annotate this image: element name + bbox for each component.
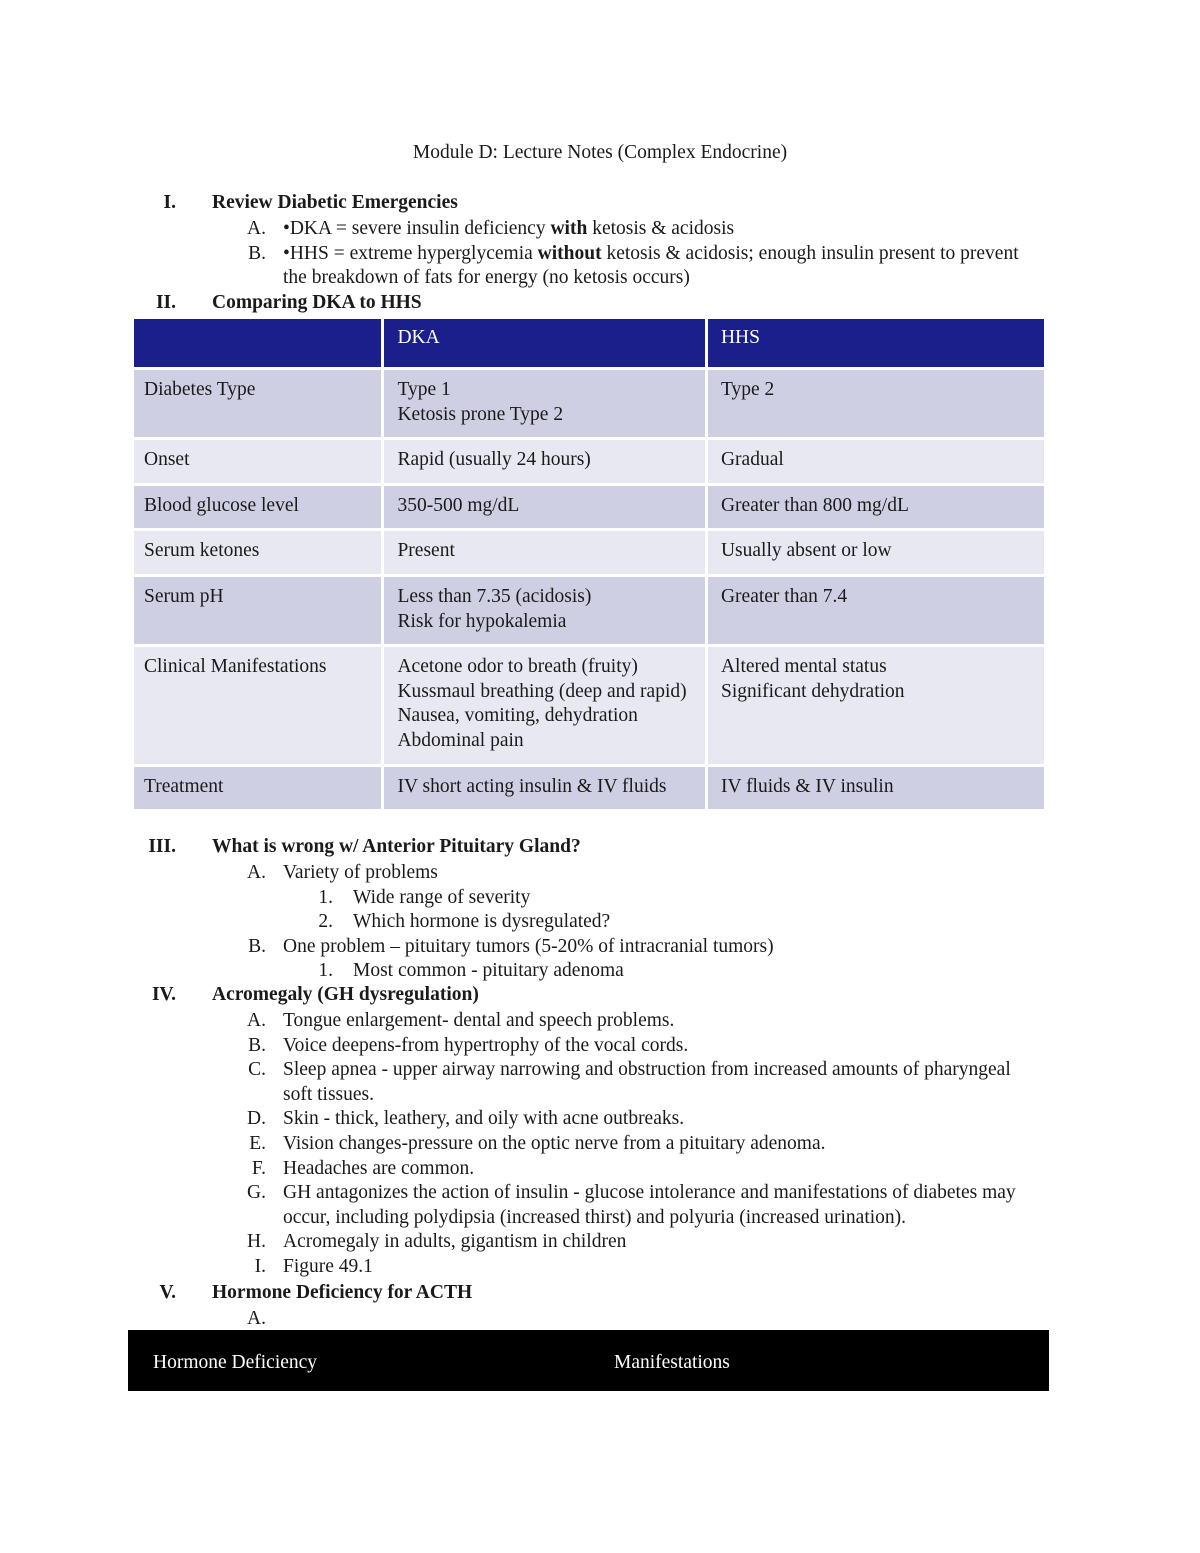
hhs-cell [708,577,1044,644]
row-label: Serum ketones [134,531,381,574]
row-label: Serum pH [134,577,381,644]
row-label: Clinical Manifestations [134,647,381,763]
section-hormone-deficiency-acth [0,1282,1200,1329]
section-title: Acromegaly (GH dysregulation) [212,984,479,1005]
section-title: What is wrong w/ Anterior Pituitary Gland? [212,836,581,857]
cell-line: Type 1 [397,379,451,400]
cell-line: Acetone odor to breath (fruity) [397,656,638,678]
cell-line: Risk for hypokalemia [397,610,567,632]
cell-line: Kussmaul breathing (deep and rapid) [397,680,687,702]
dka-cell [384,370,705,437]
cell-line: Greater than 7.4 [720,585,848,607]
dka-cell [384,486,705,529]
cell-line: Greater than 800 mg/dL [720,494,909,516]
section-number: I. [163,192,176,213]
dka-cell [384,531,705,574]
list-marker: D. [247,1108,266,1130]
list-marker: 1. [318,960,333,982]
section-title: Hormone Deficiency for ACTH [212,1282,473,1303]
cell-line: Usually absent or low [720,540,892,562]
list-marker: A. [247,1308,266,1329]
cell-line: Gradual [720,449,784,471]
list-marker: E. [249,1132,266,1154]
list-item [0,217,1200,242]
list-marker: B. [248,935,266,957]
list-item-text: Voice deepens-from hypertrophy of the vocal cords. [283,1034,689,1056]
list-marker: I. [254,1255,266,1277]
table-row [134,767,1044,810]
list-item-text: Skin - thick, leathery, and oily with acne outbreaks. [283,1108,685,1130]
dka-cell [384,440,705,483]
list-item [0,1230,1200,1255]
list-item-text: One problem – pituitary tumors (5-20% of intracranial tumors) [283,935,774,957]
dka-cell [384,767,705,810]
row-label: Onset [134,440,381,483]
table-row [134,577,1044,644]
list-item-text: GH antagonizes the action of insulin - glucose intolerance and manifestations of diabetes may occur, including polydipsia (increased thirst) and polyuria (increased urination). [283,1182,1016,1228]
table-row [134,370,1044,437]
list-item-text: •HHS = extreme hyperglycemia without ketosis & acidosis; enough insulin present to prevent the breakdown of fats for energy (no ketosis occurs) [283,242,1019,289]
section-number: IV. [151,984,176,1005]
list-marker: A. [247,218,266,239]
section-anterior-pituitary [0,836,1200,984]
section-review-diabetic-emergencies [0,192,1200,291]
section-title: Comparing DKA to HHS [212,292,422,313]
hhs-cell [708,440,1044,483]
table-header-cell: HHS [708,319,1044,367]
list-item [0,861,1200,886]
section-number: V. [159,1282,176,1303]
list-item [0,1107,1200,1132]
row-label: Treatment [134,767,381,810]
list-item-text: Tongue enlargement- dental and speech problems. [283,1010,675,1031]
section-acromegaly [0,984,1200,1280]
list-item [0,1157,1200,1182]
list-item-text: Figure 49.1 [283,1255,373,1277]
table-row [134,486,1044,529]
list-marker: B. [248,242,266,264]
list-item-text: Which hormone is dysregulated? [353,911,611,933]
row-label: Diabetes Type [134,370,381,437]
list-item-text: •DKA = severe insulin deficiency with ketosis & acidosis [283,218,735,239]
cell-line: Less than 7.35 (acidosis) [397,585,592,607]
hhs-cell [708,531,1044,574]
list-item-text: Sleep apnea - upper airway narrowing and obstruction from increased amounts of pharyngeal soft tissues. [283,1059,1011,1105]
hormone-deficiency-table-header [128,1330,1049,1391]
cell-line: Nausea, vomiting, dehydration [397,705,638,727]
cell-line: Significant dehydration [720,680,905,702]
table-row [134,440,1044,483]
section-title: Review Diabetic Emergencies [212,192,458,213]
table-header-cell: Hormone Deficiency [153,1352,318,1373]
list-marker: H. [247,1231,266,1253]
list-item [0,242,1200,291]
cell-line: Present [397,540,455,562]
list-item [0,935,1200,960]
hhs-cell [708,767,1044,810]
list-marker: 2. [318,911,333,933]
dka-cell [384,577,705,644]
list-item-text: Wide range of severity [353,886,531,908]
list-item [0,1181,1200,1230]
table-header-cell: Manifestations [614,1352,730,1373]
table-row [134,531,1044,574]
cell-line: IV short acting insulin & IV fluids [397,775,667,797]
cell-line: Ketosis prone Type 2 [397,403,564,425]
list-item [0,1255,1200,1280]
list-item-text: Most common - pituitary adenoma [353,960,624,982]
page-title: Module D: Lecture Notes (Complex Endocrine) [412,142,788,163]
list-item [0,1132,1200,1157]
cell-line: Altered mental status [720,656,887,678]
list-marker: A. [247,862,266,883]
hhs-cell [708,647,1044,763]
table-header-cell: DKA [384,319,705,367]
table-header-cell [134,319,381,367]
list-item-text: Acromegaly in adults, gigantism in children [283,1231,627,1253]
sub-list-item [0,910,1200,935]
table-row [134,647,1044,763]
list-marker: A. [247,1010,266,1031]
list-item-text: Headaches are common. [283,1157,475,1179]
row-label: Blood glucose level [134,486,381,529]
dka-hhs-comparison-table [131,316,1047,812]
cell-line: 350-500 mg/dL [397,494,520,516]
section-number: II. [155,292,176,313]
section-number: III. [148,836,176,857]
list-item [0,1034,1200,1059]
sub-list-item [0,886,1200,911]
list-marker: C. [248,1059,266,1081]
cell-line: IV fluids & IV insulin [720,775,894,797]
list-marker: G. [247,1182,266,1204]
list-item-text: Variety of problems [283,862,438,883]
list-item [0,1009,1200,1034]
cell-line: Rapid (usually 24 hours) [397,449,591,471]
list-item-text: Vision changes-pressure on the optic nerve from a pituitary adenoma. [283,1132,826,1154]
list-marker: B. [248,1034,266,1056]
section-comparing-dka-hhs [0,292,1200,317]
sub-list-item [0,959,1200,984]
hhs-cell [708,486,1044,529]
list-marker: F. [251,1157,266,1179]
cell-line: Abdominal pain [397,729,524,751]
dka-cell [384,647,705,763]
cell-line: Type 2 [720,379,775,400]
list-item [0,1058,1200,1107]
table-header-row [134,319,1044,367]
list-marker: 1. [318,886,333,908]
hhs-cell [708,370,1044,437]
